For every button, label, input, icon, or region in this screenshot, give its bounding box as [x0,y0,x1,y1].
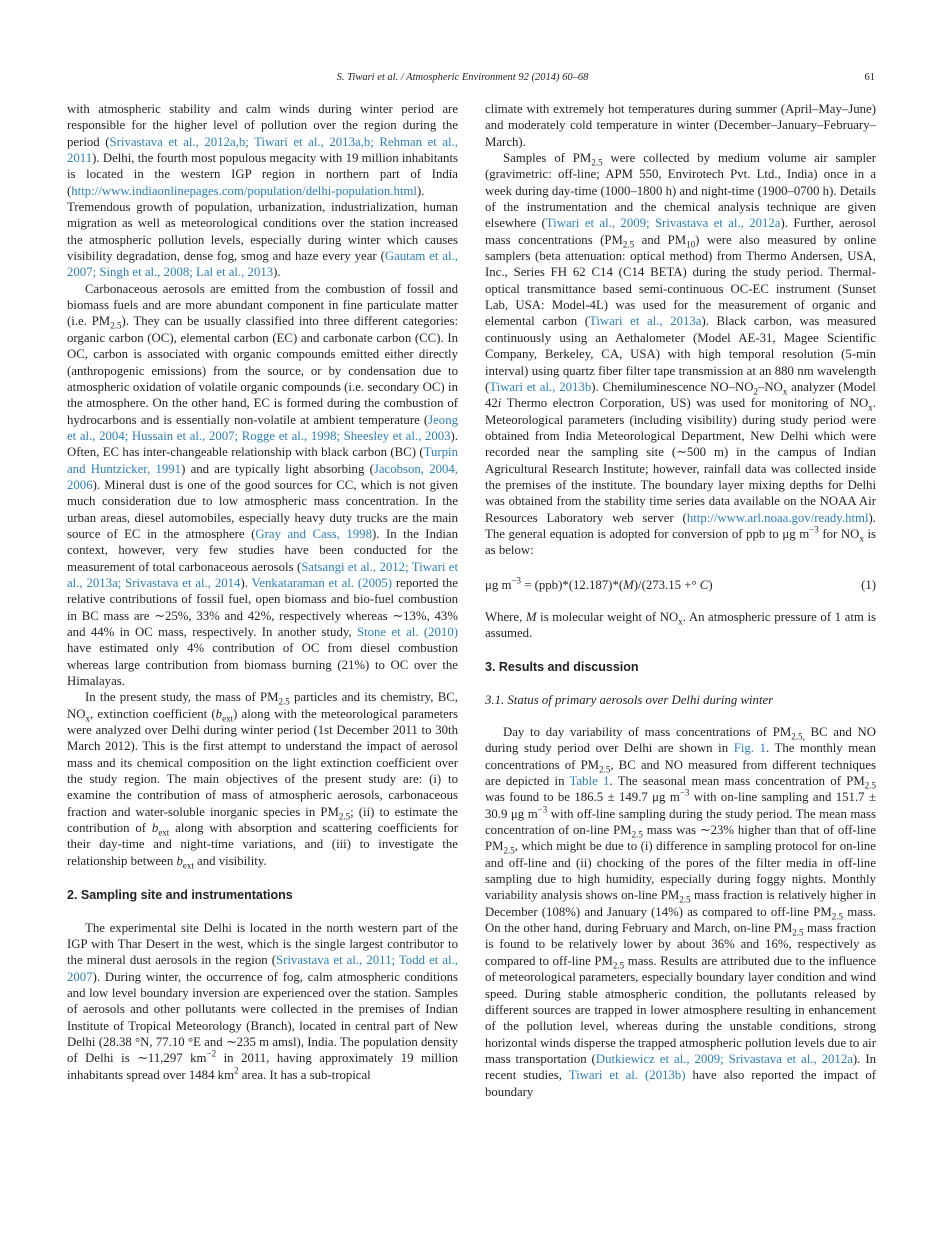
figure-link[interactable]: Fig. 1 [733,741,766,756]
table-link[interactable]: Table 1 [569,774,610,789]
paragraph: In the present study, the mass of $PM_{2.5}$ particles and its chemistry, BC, $NO_x$, extinction coefficient $(b_{ext})$ along with the meteorological parameters were analyzed over Delhi during winter period (1st December 2011 to 30th March 2012). This is the first attempt to understand the impact of aerosol mass and its chemical composition on the light extinction coefficient over the study region. The main objectives of the present study are: (i) to examine the contribution of mass of atmospheric aerosols, carbonaceous fraction and water-soluble inorganic species in $PM_{2.5}$; (ii) to estimate the contribution of $b_{ext}$ along with absorption and scattering coefficients for their day-time and night-time variations, and (iii) to investigate the relationship between $b_{ext}$ and visibility. [67,690,458,871]
citation-link[interactable]: Tiwari et al., 2009; Srivastava et al., 2012a [545,216,781,231]
citation-link[interactable]: Jeong et al., 2004; Hussain et al., 2007; Rogge et al., 1998; Sheesley et al., 2003 [67,412,458,443]
left-column [67,101,458,1083]
equation-body: μg $m^{-3} = (ppb)*(12.187)*(M)/(273.15$ +° C) [485,575,713,592]
paragraph: Day to day variability of mass concentrations of $PM_{2.5,}$ BC and NO during study period over Delhi are shown in Fig. 1. The monthly mean concentrations of $PM_{2.5}$, BC and NO measured from different techniques are depicted in Table 1. The seasonal mean mass concentration of $PM_{2.5}$ was found to be 186.5 ± 149.7 μg $m^{-3}$ with on-line sampling and 151.7 ± 30.9 μg $m^{-3}$ with off-line sampling during the study period. The mean mass concentration of on-line $PM_{2.5}$ mass was ∼23% higher than that of off-line $PM_{2.5}$, which might be due to (i) difference in sampling protocol for on-line and off-line and (ii) chocking of the pores of the filter media in off-line sampling due to high humidity, especially during foggy nights. Monthly variability analysis shows on-line $PM_{2.5}$ mass fraction is relatively higher in December (108%) and January (14%) as compared to off-line $PM_{2.5}$ mass. On the other hand, during February and March, on-line $PM_{2.5}$ mass fraction is found to be relatively lower by about 36% and 16%, respectively as compared to off-line $PM_{2.5}$ mass. Results are attributed due to the influence of meteorological parameters, especially boundary layer condition and wind speed. During stable atmospheric condition, the pollutants released by different sources are trapped in lower atmosphere resulting in enhancement of the pollution level, whereas during the unstable conditions, strong horizontal winds disperse the trapped atmospheric pollution levels due to air mass transportation (Dutkiewicz et al., 2009; Srivastava et al., 2012a). In recent studies, Tiwari et al. (2013b) have also reported the impact of boundary [485,725,877,1099]
url-link[interactable]: http://www.indiaonlinepages.com/population/delhi-population.html [71,183,417,198]
citation-link[interactable]: Turpin and Huntzicker, 1991 [67,445,458,476]
subsection-heading: 3.1. Status of primary aerosols over Delhi during winter [485,692,774,707]
citation-link[interactable]: Tiwari et al. (2013b) [568,1068,686,1083]
paragraph: The experimental site Delhi is located in the north western part of the IGP with Thar Desert in the west, which is the single largest contributor to the mineral dust aerosols in the region (Srivastava et al., 2011; Todd et al., 2007). During winter, the occurrence of fog, calm atmospheric conditions and low level boundary inversion are experienced over the station. Samples of aerosols and other pollutants were collected in the premises of Indian Institute of Tropical Meteorology (Branch), located in central part of New Delhi (28.38 °N, 77.10 °E and ∼235 m amsl), India. The population density of Delhi is ∼11,297 $km^{-2}$ in 2011, having approximately 19 million inhabitants spread over 1484 $km^2$ area. It has a sub-tropical [67,920,459,1082]
equation [485,575,876,595]
citation-link[interactable]: Satsangi et al., 2012; Tiwari et al., 2013a; Srivastava et al., 2014 [67,559,458,590]
citation-link[interactable]: Jacobson, 2004, 2006 [67,461,459,492]
paragraph: Samples of $PM_{2.5}$ were collected by medium volume air sampler (gravimetric: off-line; APM 550, Envirotech Pvt. Ltd., India) once in a week during day-time (1000–1800 h) and night-time (1900–0700 h). Details of the instrumentation and the chemical analysis technique are given elsewhere (Tiwari et al., 2009; Srivastava et al., 2012a). Further, aerosol mass concentrations ($PM_{2.5}$ and $PM_{10}$) were also measured by online samplers (beta attenuation: optical method) from Thermo Andersen, USA, Inc., Series FH 62 C14 (C14 BETA) during the study period. Thermal-optical transmittance based semi-continuous OC-EC instrument (Sunset Lab, USA: Model-4L) was used for the measurement of organic and elemental carbon (Tiwari et al., 2013a). Black carbon, was measured continuously using an Aethalometer (Model AE-31, Magee Scientific Company, Berkeley, CA, USA) with high temporal resolution (5-min interval) using quartz fiber filter tape transmission at an 880 nm wavelength (Tiwari et al., 2013b). Chemiluminescence $NO-NO_2-NO_x$ analyzer (Model 42i Thermo electron Corporation, US) was used for monitoring of $NO_x$. Meteorological parameters (including visibility) during study period were obtained from India Meteorological Department, New Delhi which were recorded near the sampling site (∼500 m) in the campus of Indian Agricultural Research Institute; however, rainfall data was collected inside the premises of the institute. The boundary layer mixing depths for Delhi was obtained from the stability time series data available on the NOAA Air Resources Laboratory web server (http://www.arl.noaa.gov/ready.html). The general equation is adopted for conversion of ppb to μg $m^{-3}$ for $NO_x$ is as below: [485,151,877,558]
citation-link[interactable]: Venkataraman et al. (2005) [251,575,393,590]
url-link[interactable]: http://www.arl.noaa.gov/ready.html [686,510,869,525]
section-heading: 2. Sampling site and instrumentations [67,888,293,903]
citation-link[interactable]: Srivastava et al., 2011; Todd et al., 2007 [67,953,458,984]
right-column [485,101,876,1100]
citation-link[interactable]: Dutkiewicz et al., 2009; Srivastava et al., 2012a [595,1051,853,1066]
citation-link[interactable]: Stone et al. (2010) [356,625,458,639]
paragraph: with atmospheric stability and calm winds during winter period are responsible for the higher level of pollution over the region during the period (Srivastava et al., 2012a,b; Tiwari et al., 2013a,b; Rehman et al., 2011). Delhi, the fourth most populous megacity with 19 million inhabitants is located in the western IGP region in northern part of India (http://www.indiaonlinepages.com/population/delhi-population.html). Tremendous growth of population, urbanization, industrialization, human migration as well as meteorological conditions over the station increased the atmospheric pollution levels, especially during winter which causes visibility degradation, dense fog, smog and haze every year (Gautam et al., 2007; Singh et al., 2008; Lal et al., 2013). [67,102,459,280]
citation-link[interactable]: Gautam et al., 2007; Singh et al., 2008; Lal et al., 2013 [67,249,458,280]
page-number: 61 [864,72,875,83]
running-title: S. Tiwari et al. / Atmospheric Environment 92 (2014) 60–68 [336,72,589,83]
running-header [0,72,925,88]
paragraph: Carbonaceous aerosols are emitted from the combustion of fossil and biomass fuels and are more abundant component in fine particulate matter (i.e. $PM_{2.5}$). They can be usually classified into three different categories: organic carbon (OC), elemental carbon (EC) and carbonate carbon (CC). In OC, carbon is associated with organic compounds emitted either directly (anthropogenic emissions) from the source, or by condensation due to atmospheric oxidation of volatile organic compounds (i.e. secondary OC) in the atmosphere. On the other hand, EC is formed during the combustion of hydrocarbons and is essentially non-volatile at ambient temperature (Jeong et al., 2004; Hussain et al., 2007; Rogge et al., 1998; Sheesley et al., 2003). Often, EC has inter-changeable relationship with black carbon (BC) (Turpin and Huntzicker, 1991) and are typically light absorbing (Jacobson, 2004, 2006). Mineral dust is one of the good sources for CC, which is not given much consideration due to low atmospheric mass concentration. In the urban areas, diesel automobiles, especially heavy duty trucks are the main source of EC in the atmosphere (Gray and Cass, 1998). In the Indian context, however, very few studies have been conducted for the measurement of total carbonaceous aerosols (Satsangi et al., 2012; Tiwari et al., 2013a; Srivastava et al., 2014). Venkataraman et al. (2005) reported the relative contributions of fossil fuel, open biomass and bio-fuel combustion in BC mass are ∼25%, 33% and 42%, respectively whereas ∼13%, 43% and 44% in OC mass, respectively. In another study, Stone et al. (2010) have estimated only 4% contribution of OC from diesel combustion whereas large contribution from biomass burning (21%) to OC over the Himalayas. [67,281,459,689]
equation-number: (1) [861,577,876,592]
paragraph: climate with extremely hot temperatures during summer (April–May–June) and moderately cold temperature in winter (December–January–February–March). [485,102,876,149]
citation-link[interactable]: Srivastava et al., 2012a,b; Tiwari et al., 2013a,b; Rehman et al., 2011 [67,134,459,166]
citation-link[interactable]: Gray and Cass, 1998 [255,526,372,541]
citation-link[interactable]: Tiwari et al., 2013b [489,379,592,394]
citation-link[interactable]: Tiwari et al., 2013a [588,314,702,329]
section-heading: 3. Results and discussion [485,660,639,675]
paragraph: Where, M is molecular weight of $NO_x$. An atmospheric pressure of 1 atm is assumed. [485,609,877,640]
